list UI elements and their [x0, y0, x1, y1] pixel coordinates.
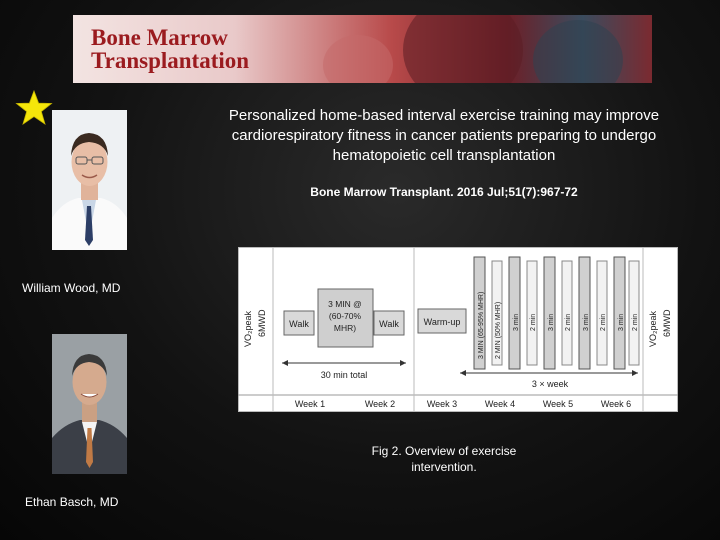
interval-label-7: 3 min	[618, 313, 625, 331]
presenter-name-basch: Ethan Basch, MD	[25, 495, 119, 509]
right-assessment-vo2: VO₂peak	[648, 310, 658, 347]
total-duration-label: 30 min total	[320, 370, 368, 380]
interval-label-3: 3 min	[548, 313, 555, 331]
intensity-line-1: 3 MIN @	[328, 299, 362, 309]
left-assessment-6mwd: 6MWD	[257, 309, 267, 337]
warmup-label: Warm-up	[423, 317, 461, 327]
exercise-intervention-figure	[238, 247, 678, 412]
journal-banner	[73, 15, 652, 83]
week-label-2: Week 2	[364, 399, 396, 409]
interval-label-2: 2 min	[530, 313, 537, 331]
presenter-photo-wood	[52, 110, 127, 250]
week-label-1: Week 1	[294, 399, 326, 409]
journal-title-line1: Bone Marrow	[91, 25, 228, 50]
walk-right-label: Walk	[379, 319, 399, 329]
walk-left-label: Walk	[289, 319, 309, 329]
presenter-name-wood: William Wood, MD	[22, 281, 121, 295]
left-assessment-vo2: VO₂peak	[243, 310, 253, 347]
frequency-label: 3 × week	[531, 379, 569, 389]
interval-label-4: 2 min	[565, 313, 572, 331]
article-citation: Bone Marrow Transplant. 2016 Jul;51(7):967-72	[310, 185, 578, 199]
journal-title-line2: Transplantation	[91, 48, 250, 73]
star-icon	[15, 90, 53, 126]
week-label-4: Week 4	[484, 399, 516, 409]
journal-title	[91, 26, 249, 72]
week-label-6: Week 6	[600, 399, 632, 409]
intensity-line-2: (60-70%	[328, 311, 362, 321]
article-title: Personalized home-based interval exercise training may improve cardiorespiratory fitness in cancer patients preparing to undergo hematopoietic cell transplantation	[228, 107, 660, 164]
interval-label-6: 2 min	[600, 313, 607, 331]
intensity-line-3: MHR)	[333, 323, 357, 333]
interval-label-5: 3 min	[583, 313, 590, 331]
figure-caption: Fig 2. Overview of exercise intervention.	[371, 444, 517, 474]
presenter-photo-basch	[52, 334, 127, 474]
week-label-3: Week 3	[426, 399, 458, 409]
right-assessment-6mwd: 6MWD	[662, 309, 672, 337]
week-label-5: Week 5	[542, 399, 574, 409]
interval-label-1: 3 min	[513, 313, 520, 331]
interval-label-first: 3 MIN (65-95% MHR)	[478, 291, 485, 359]
interval-label-second: 2 MIN (50% MHR)	[495, 301, 502, 359]
interval-label-8: 2 min	[632, 313, 639, 331]
